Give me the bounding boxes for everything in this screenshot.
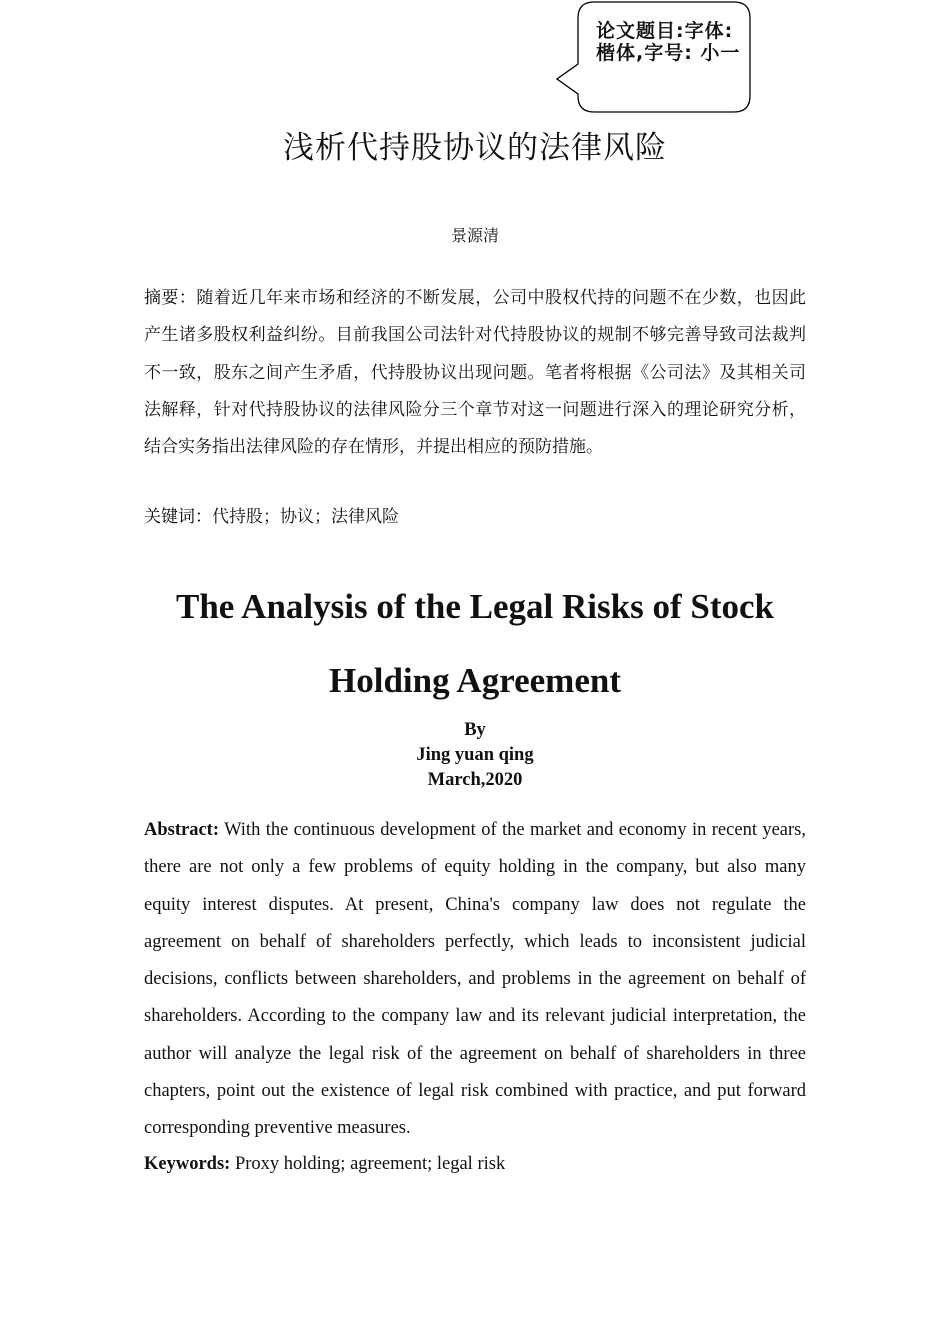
chinese-keywords [144,502,806,532]
chinese-abstract-text: 随着近几年来市场和经济的不断发展，公司中股权代持的问题不在少数，也因此产生诸多股权利益纠纷。目前我国公司法针对代持股协议的规制不够完善导致司法裁判不一致，股东之间产生矛盾，代持股协议出现问题。笔者将根据《公司法》及其相关司法解释，针对代持股协议的法律风险分三个章节对这一问题进行深入的理论研究分析，结合实务指出法律风险的存在情形，并提出相应的预防措施。 [144,288,807,458]
english-abstract-text: With the continuous development of the market and economy in recent years, there are not only a few problems of equity holding in the company, but also many equity interest disputes. At present, China's company law does not regulate the agreement on behalf of shareholders perfectly, which leads to inconsistent judicial decisions, conflicts between shareholders, and problems in the agreement on behalf of shareholders. According to the company law and its relevant judicial interpretation, the author will analyze the legal risk of the agreement on behalf of shareholders in three chapters, point out the existence of legal risk combined with practice, and put forward corresponding preventive measures. [144,820,806,1139]
english-abstract [144,812,806,1148]
english-byline [0,718,950,793]
byline-by: By [464,720,486,740]
byline-date: March,2020 [427,770,523,790]
english-title [120,570,830,718]
chinese-title: 浅析代持股协议的法律风险 [283,130,667,166]
english-title-line-2: Holding Agreement [329,661,621,700]
english-keywords [144,1150,806,1178]
format-callout [556,0,756,114]
english-keywords-text: Proxy holding; agreement; legal risk [230,1154,506,1174]
chinese-keywords-text: 代持股；协议；法律风险 [212,507,399,527]
english-title-line-1: The Analysis of the Legal Risks of Stock [176,587,774,626]
english-keywords-label: Keywords: [144,1154,231,1174]
byline-author: Jing yuan qing [416,745,534,765]
callout-text: 论文题目:字体:楷体,字号: 小一 [596,20,741,64]
chinese-abstract [144,280,806,466]
chinese-keywords-label: 关键词： [144,507,212,527]
chinese-abstract-label: 摘要： [144,288,197,308]
english-abstract-label: Abstract: [144,820,220,840]
chinese-author: 景源清 [450,226,499,245]
